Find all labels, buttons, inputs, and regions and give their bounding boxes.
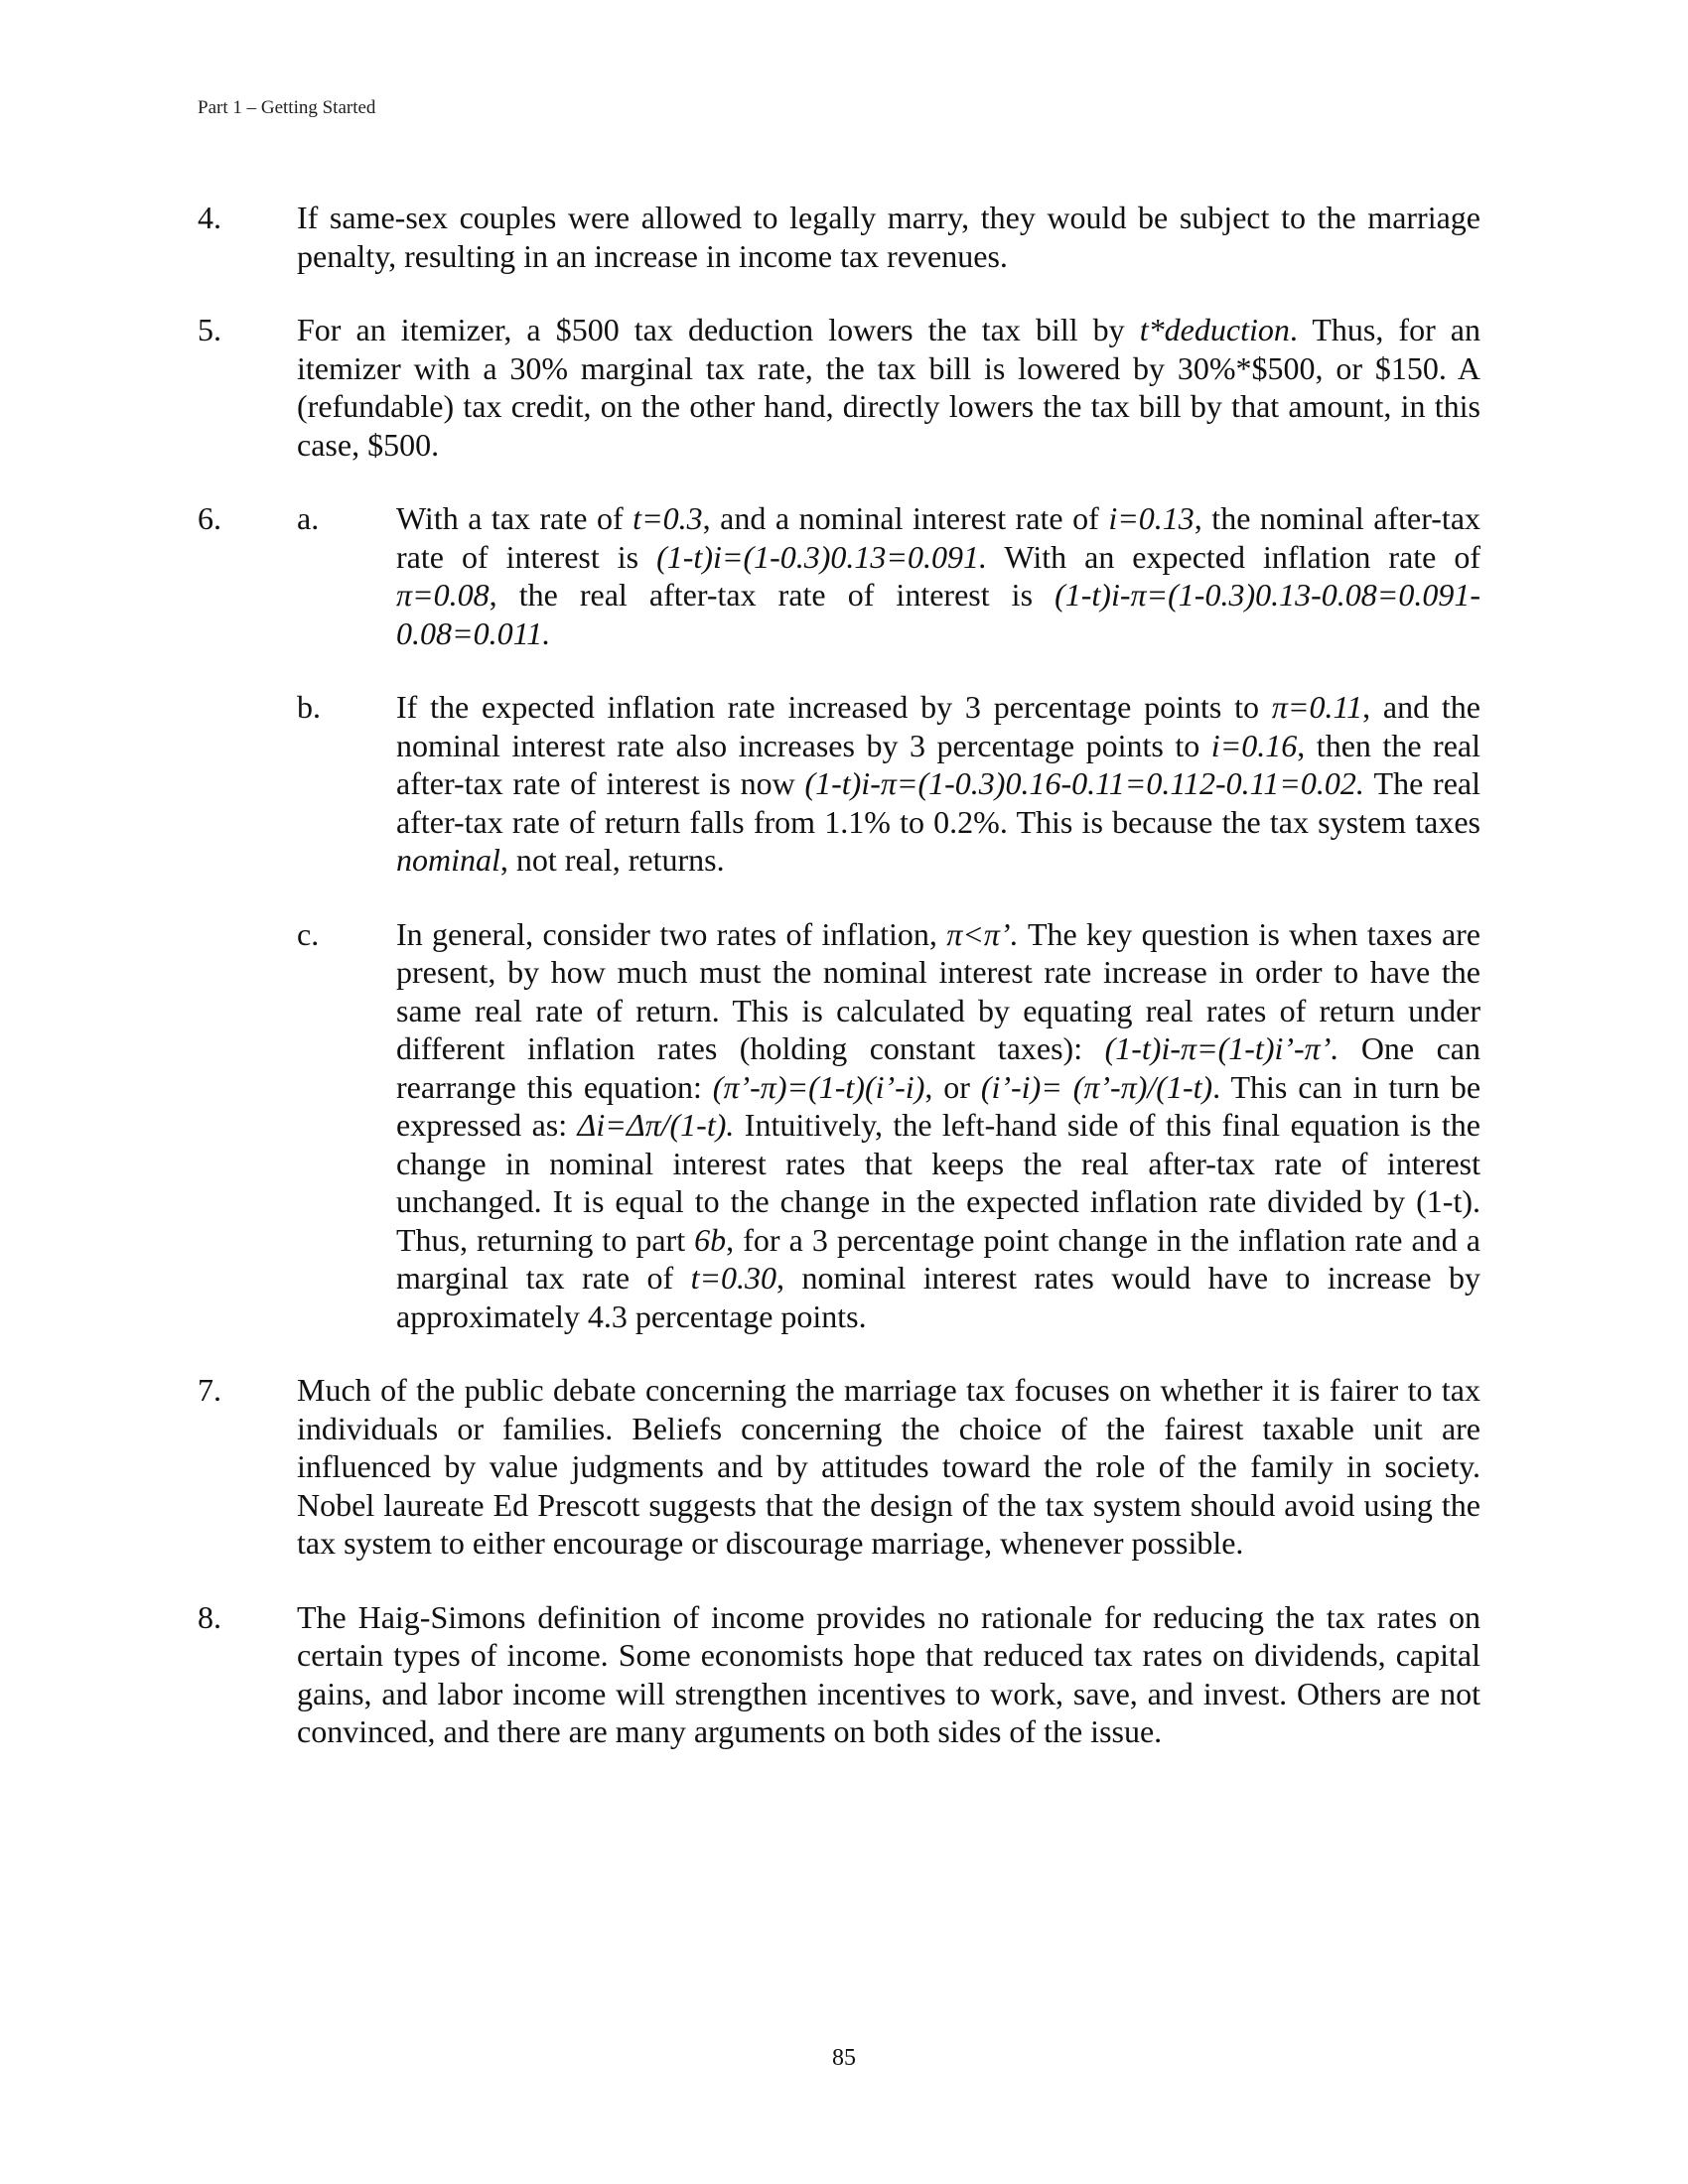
answer-list <box>198 199 1480 1787</box>
item-text: For an itemizer, a $500 tax deduction lowers the tax bill by t*deduction. Thus, for an itemizer with a 30% marginal tax rate, the tax bill is lowered by 30%*$500, or $150. A (refundable) tax credit, on the other hand, directly lowers the tax bill by that amount, in this case, $500. <box>297 312 1481 463</box>
item-text: Much of the public debate concerning the marriage tax focuses on whether it is fairer to tax individuals or families. Beliefs concerning the choice of the fairest taxable unit are influenced by value judgments and by attitudes toward the role of the family in society. Nobel laureate Ed Prescott suggests that the design of the tax system should avoid using the tax system to either encourage or discourage marriage, whenever possible. <box>297 1372 1480 1561</box>
sub-item-text: With a tax rate of t=0.3, and a nominal interest rate of i=0.13, the nominal after-tax rate of interest is (1-t)i=(1-0.3)0.13=0.091. With an expected inflation rate of π=0.08, the real after-tax rate of interest is (1-t)i-π=(1-0.3)0.13-0.08=0.091-0.08=0.011. <box>396 500 1481 651</box>
page-number: 85 <box>832 2045 856 2071</box>
sub-item-c <box>297 915 1480 1336</box>
sub-item-letter: b. <box>297 689 321 725</box>
item-number: 4. <box>198 200 221 235</box>
sub-item-a <box>297 499 1480 652</box>
running-header: Part 1 – Getting Started <box>198 97 376 118</box>
answer-item-4 <box>198 199 1480 275</box>
item-number: 7. <box>198 1372 221 1408</box>
item-text: The Haig-Simons definition of income provides no rationale for reducing the tax rates on certain types of income. Some economists hope that reduced tax rates on dividends, capital gains, and labor income will strengthen incentives to work, save, and invest. Others are not convinced, and there are many arguments on both sides of the issue. <box>297 1598 1480 1749</box>
answer-item-7 <box>198 1371 1480 1563</box>
item-text: If same-sex couples were allowed to legally marry, they would be subject to the marriage penalty, resulting in an increase in income tax revenues. <box>297 200 1480 274</box>
sub-item-text: In general, consider two rates of inflation, π<π’. The key question is when taxes are present, by how much must the nominal interest rate increase in order to have the same real rate of return. This is calculated by equating real rates of return under different inflation rates (holding constant taxes): (1-t)i-π=(1-t)i’-π’. One can rearrange this equation: (π’-π)=(1-t)(i’-i), or (i’-i)= (π’-π)/(1-t). This can in turn be expressed as: Δi=Δπ/(1-t). Intuitively, the left-hand side of this final equation is the change in nominal interest rates that keeps the real after-tax rate of interest unchanged. It is equal to the change in the expected inflation rate divided by (1-t). Thus, returning to part 6b, for a 3 percentage point change in the inflation rate and a marginal tax rate of t=0.30, nominal interest rates would have to increase by approximately 4.3 percentage points. <box>396 915 1481 1334</box>
answer-item-6 <box>198 499 1480 1335</box>
sub-item-b <box>297 688 1480 880</box>
sub-item-letter: a. <box>297 500 320 536</box>
item-number: 8. <box>198 1598 221 1635</box>
answer-item-8 <box>198 1598 1480 1751</box>
item-number: 5. <box>198 312 221 347</box>
item-number: 6. <box>198 500 221 536</box>
sub-item-letter: c. <box>297 915 320 952</box>
sub-item-text: If the expected inflation rate increased by 3 percentage points to π=0.11, and the nominal interest rate also increases by 3 percentage points to i=0.16, then the real after-tax rate of interest is now (1-t)i-π=(1-0.3)0.16-0.11=0.112-0.11=0.02. The real after-tax rate of return falls from 1.1% to 0.2%. This is because the tax system taxes nominal, not real, returns. <box>396 689 1481 878</box>
answer-item-5 <box>198 311 1480 464</box>
